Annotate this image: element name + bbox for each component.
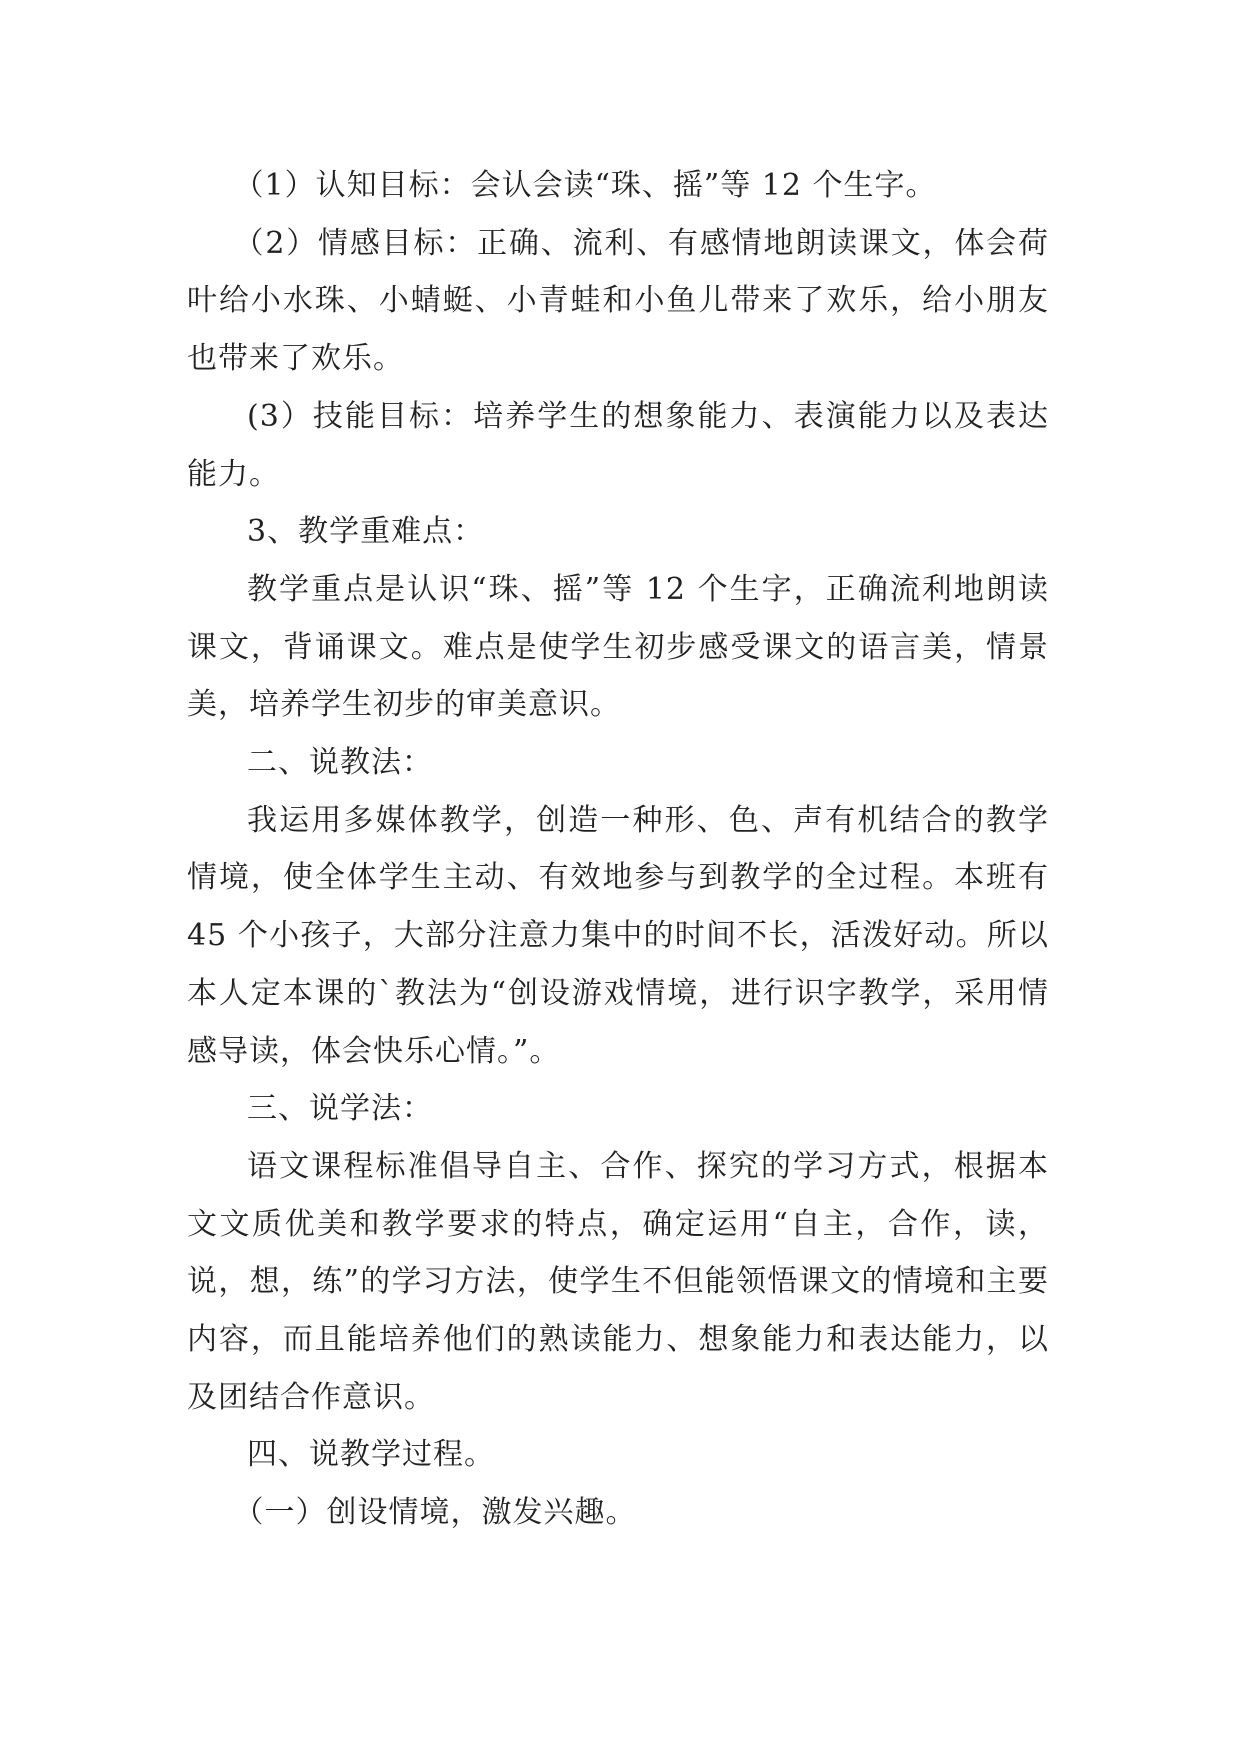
- heading-teaching-method: 二、说教法：: [247, 745, 433, 781]
- paragraph-key-difficulties: 教学重点是认识“珠、摇”等 12 个生字，正确流利地朗读课文，背诵课文。难点是使学生初步感受课文的语言美，情景美，培养学生初步的审美意识。: [187, 571, 1049, 723]
- paragraph-cognitive-goal: （1）认知目标：会认会读“珠、摇”等 12 个生字。: [233, 168, 937, 203]
- document-body: [187, 157, 1049, 1542]
- paragraph-emotional-goal: （2）情感目标：正确、流利、有感情地朗读课文，体会荷叶给小水珠、小蜻蜓、小青蛙和小鱼儿带来了欢乐，给小朋友也带来了欢乐。: [187, 225, 1049, 377]
- paragraph-skill-goal: (3）技能目标：培养学生的想象能力、表演能力以及表达能力。: [187, 398, 1049, 492]
- heading-create-situation: （一）创设情境，激发兴趣。: [233, 1495, 637, 1531]
- heading-learning-method: 三、说学法：: [247, 1091, 433, 1127]
- paragraph-learning-method: 语文课程标准倡导自主、合作、探究的学习方式，根据本文文质优美和教学要求的特点，确定运用“自主，合作，读，说，想，练”的学习方法，使学生不但能领悟课文的情境和主要内容，而且能培养他们的熟读能力、想象能力和表达能力，以及团结合作意识。: [187, 1148, 1049, 1415]
- heading-key-difficulties: 3、教学重难点：: [247, 514, 485, 550]
- heading-teaching-process: 四、说教学过程。: [247, 1437, 495, 1473]
- paragraph-teaching-method: 我运用多媒体教学，创造一种形、色、声有机结合的教学情境，使全体学生主动、有效地参与到教学的全过程。本班有 45 个小孩子，大部分注意力集中的时间不长，活泼好动。所以本人定本课的`教法为“创设游戏情境，进行识字教学，采用情感导读，体会快乐心情。”。: [187, 802, 1049, 1069]
